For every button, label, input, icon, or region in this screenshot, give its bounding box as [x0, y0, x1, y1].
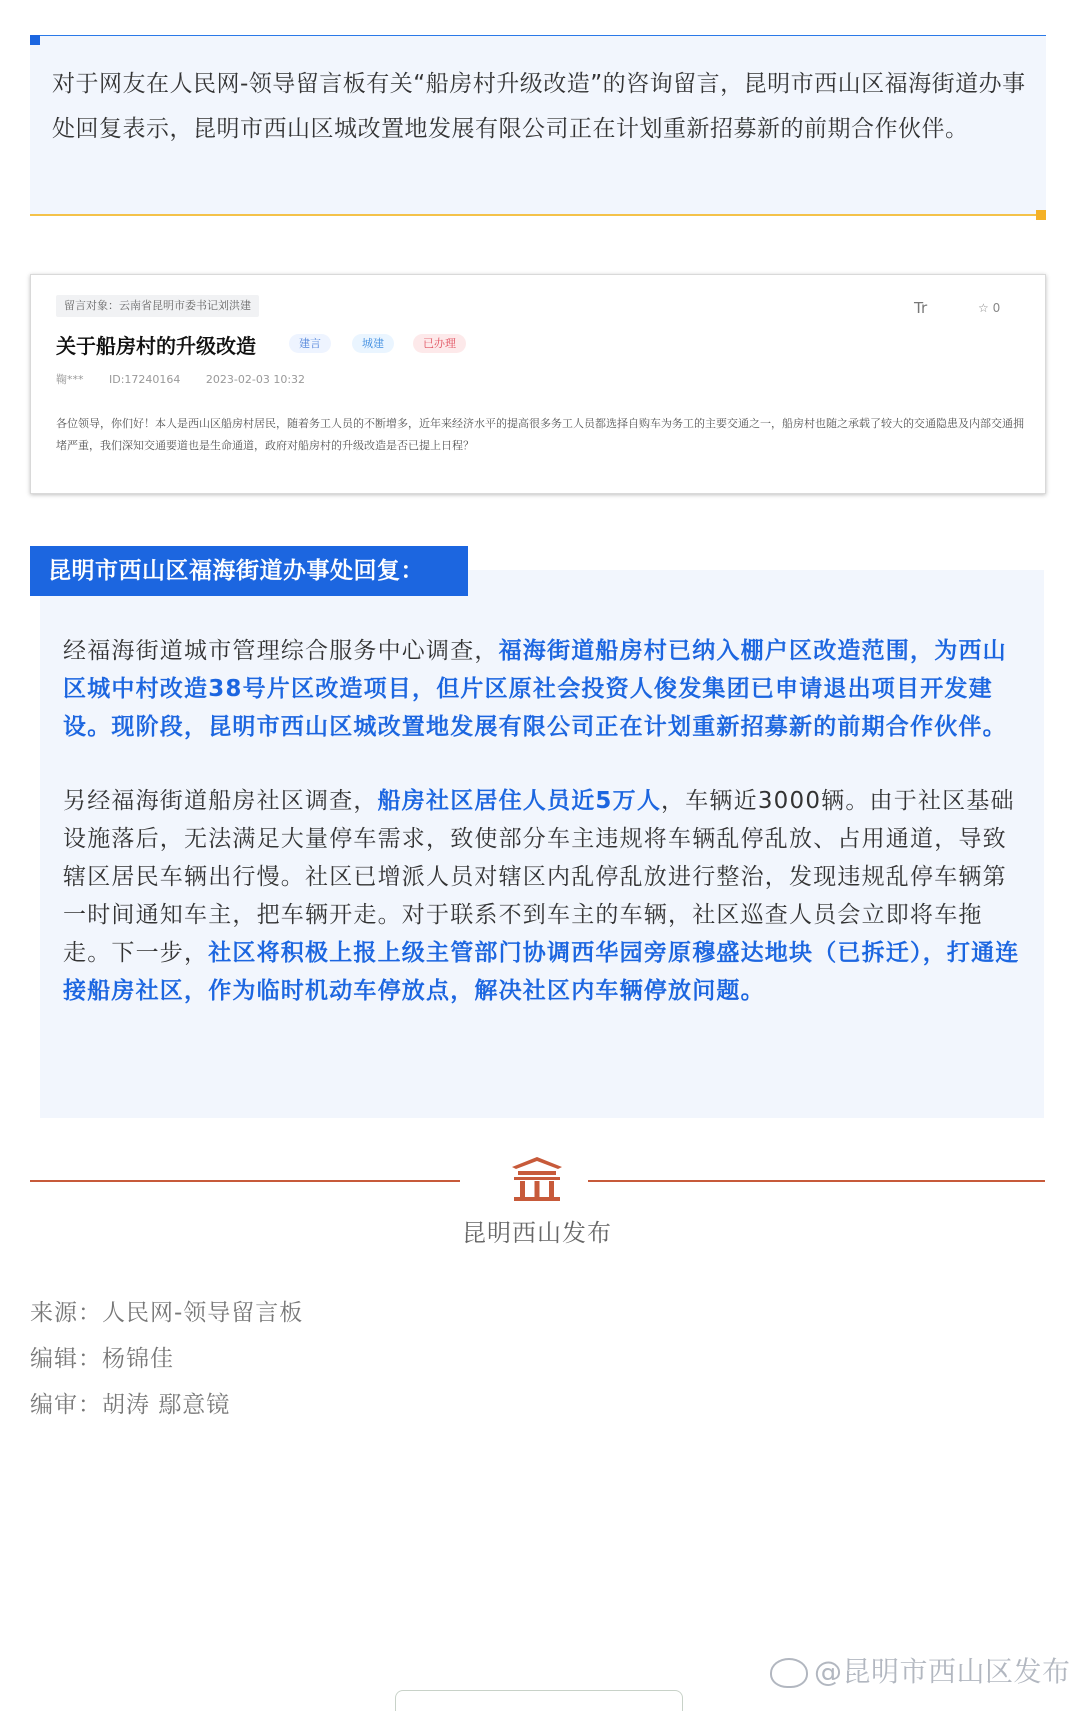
- tag-urban-construction: 城建: [352, 334, 394, 353]
- weibo-icon: [770, 1658, 808, 1688]
- corner-marker: [30, 35, 40, 45]
- reply-text-plain: ，车辆近3000辆。由于社区基础设施落后，无法满足大量停车需求，致使部分车主违规将车辆乱停乱放、占用通道，导致辖区居民车辆出行慢。社区已增派人员对辖区内乱停乱放进行整治，发现违规乱停车辆第一时间通知车主，把车辆开走。对于联系不到车主的车辆，社区巡查人员会立即将车拖走。下一步，: [63, 788, 1015, 966]
- summary-text: 对于网友在人民网-领导留言板有关“船房村升级改造”的咨询留言，昆明市西山区福海街道办事处回复表示，昆明市西山区城改置地发展有限公司正在计划重新招募新的前期合作伙伴。: [52, 71, 1026, 142]
- reply-text-highlight: 社区将积极上报上级主管部门协调西华园旁原穆盛达地块（已拆迁），打通连接船房社区，作为临时机动车停放点，解决社区内车辆停放问题。: [63, 940, 1020, 1004]
- corner-marker: [1036, 210, 1046, 220]
- credit-reviewer: 编审：胡涛 鄢意镜: [30, 1392, 231, 1418]
- tag-handled: 已办理: [413, 334, 466, 353]
- reply-text-highlight: 船房社区居住人员近5万人: [377, 788, 662, 814]
- credit-editor: 编辑：杨锦佳: [30, 1346, 174, 1372]
- divider-line: [588, 1180, 1045, 1182]
- weibo-watermark: [770, 1650, 1071, 1690]
- message-meta: [56, 371, 327, 387]
- reply-text-plain: 经福海街道城市管理综合服务中心调查，: [63, 638, 499, 664]
- reply-content: [63, 632, 1021, 1046]
- message-target: 留言对象：云南省昆明市委书记刘洪建: [56, 295, 259, 317]
- brand-name: 昆明西山发布: [462, 1219, 612, 1247]
- reply-text-highlight: 福海街道船房村已纳入棚户区改造范围，为西山区城中村改造38号片区改造项目，但片区原社会投资人俊发集团已申请退出项目开发建设。现阶段，昆明市西山区城改置地发展有限公司正在计划重新招募新的前期合作伙伴。: [63, 638, 1007, 740]
- reply-paragraph: [63, 632, 1021, 746]
- font-size-icon[interactable]: Tr: [914, 299, 928, 317]
- message-card: [30, 274, 1046, 494]
- reply-paragraph: [63, 782, 1021, 1010]
- bottom-button-edge[interactable]: [395, 1690, 683, 1711]
- message-id: ID:17240164: [109, 373, 181, 386]
- watermark-text: @昆明市西山区发布: [814, 1655, 1071, 1688]
- reply-heading: 昆明市西山区福海街道办事处回复：: [30, 546, 468, 596]
- reply-text-plain: 另经福海街道船房社区调查，: [63, 788, 378, 814]
- message-body: 各位领导，你们好！本人是西山区船房村居民，随着务工人员的不断增多，近年来经济水平的提高很多务工人员都选择自购车为务工的主要交通之一，船房村也随之承载了较大的交通隐患及内部交通拥堵严重，我们深知交通要道也是生命通道，政府对船房村的升级改造是否已提上日程？: [56, 417, 1024, 452]
- favorite-count[interactable]: ☆ 0: [978, 301, 1001, 315]
- message-title: 关于船房村的升级改造: [56, 334, 256, 358]
- credits: [30, 1290, 303, 1428]
- credit-source: 来源：人民网-领导留言板: [30, 1300, 304, 1326]
- divider-line: [30, 1180, 460, 1182]
- message-author: 鞠***: [56, 373, 84, 386]
- pavilion-logo-icon: [506, 1153, 568, 1203]
- tag-suggestion: 建言: [289, 334, 331, 353]
- message-date: 2023-02-03 10:32: [205, 373, 306, 386]
- summary-box: [30, 35, 1046, 216]
